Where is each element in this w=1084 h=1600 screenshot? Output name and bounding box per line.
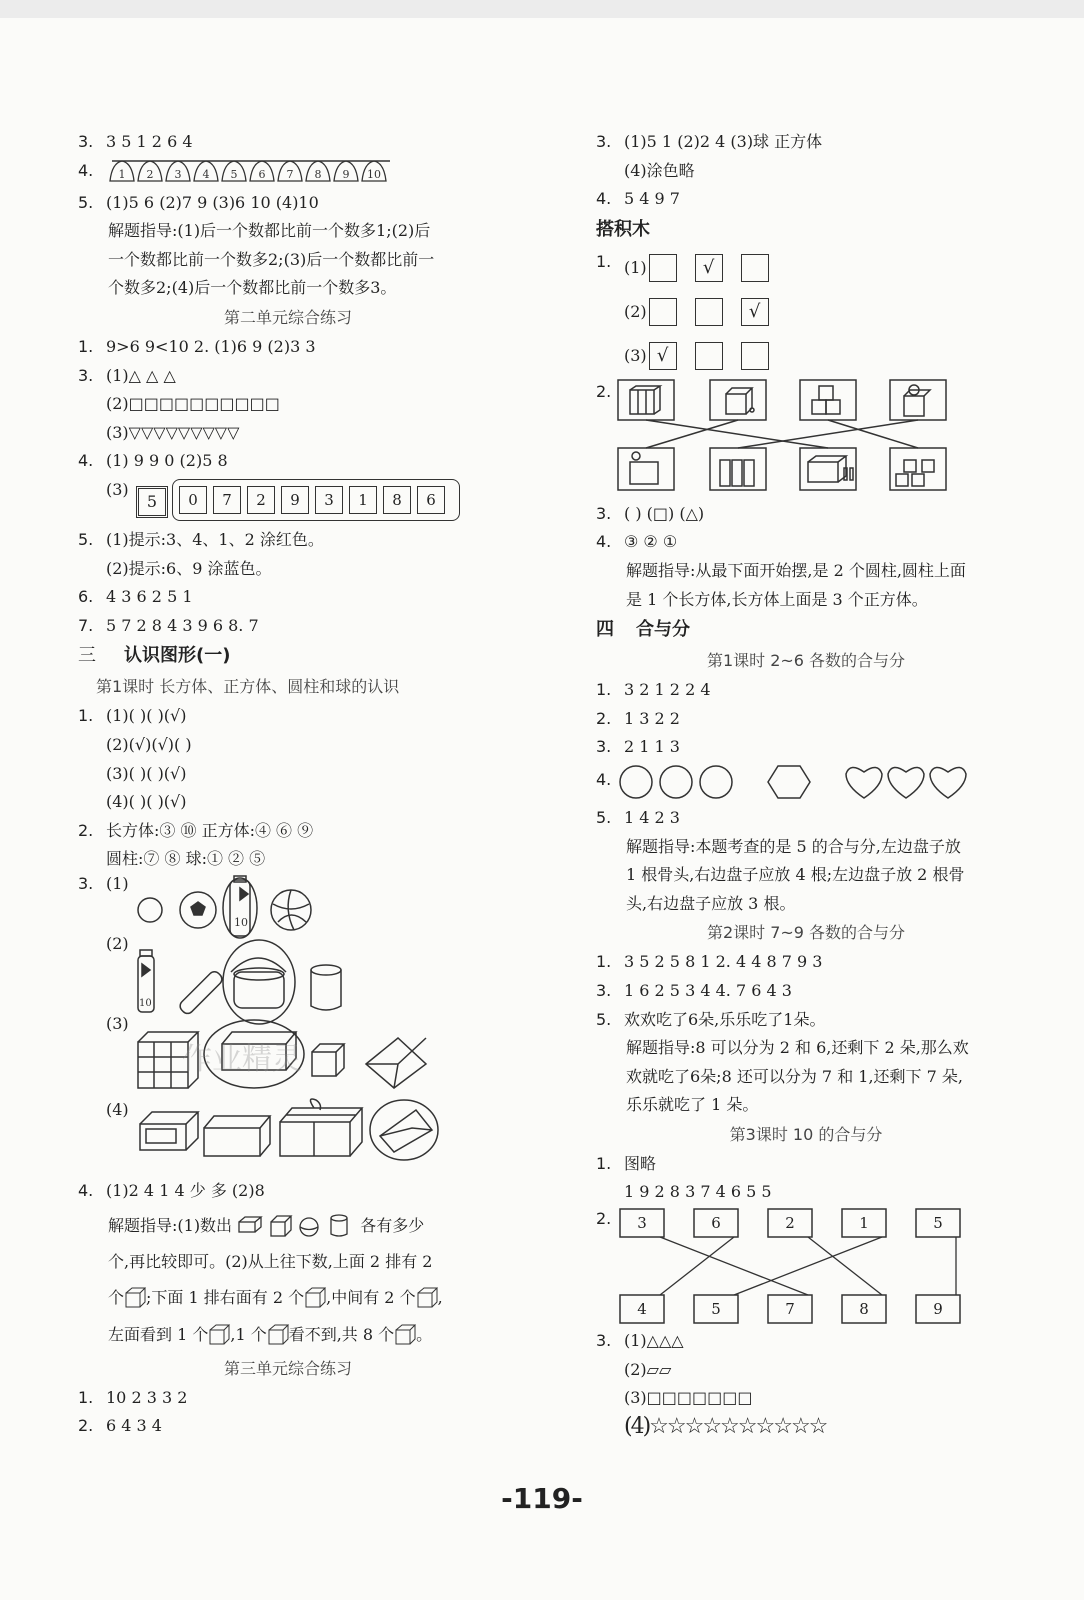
answer-line: 圆柱:⑦ ⑧ 球:① ② ⑤ <box>106 849 266 869</box>
number-box: 1 <box>349 486 377 514</box>
bell-number: 9 <box>342 167 350 181</box>
hint-line: 一个数都比前一个数多2;(3)后一个数都比前一 <box>108 249 435 269</box>
boxes-group <box>172 479 460 521</box>
number-match: 2. 3 6 2 1 5 4 5 7 8 9 <box>596 1207 1016 1327</box>
number-match-figure <box>618 1207 978 1325</box>
sub-label: (1) <box>106 873 129 893</box>
number-box: 0 <box>179 486 207 514</box>
number-label: 3 <box>637 1214 647 1233</box>
hint-line: 解题指导:从最下面开始摆,是 2 个圆柱,圆柱上面 <box>626 560 966 580</box>
answer-line: 3. 2 1 1 3 <box>596 737 680 757</box>
match-line <box>808 1237 882 1295</box>
svg-text:10: 10 <box>234 915 248 929</box>
answer-line: 4. ③ ② ① <box>596 532 678 552</box>
matching-blocks: 2. <box>596 378 1016 500</box>
hint-line: 解题指导:(1)数出 各有多少 <box>78 1208 498 1244</box>
cube-icon <box>124 1287 146 1309</box>
answer-line: 3. 1 6 2 5 3 4 4. 7 6 4 3 <box>596 980 792 1000</box>
answer-line: 5. 1 4 2 3 <box>596 807 680 827</box>
answer-line: 3. (1)△ △ △ <box>78 365 176 385</box>
sub-label: (1) <box>624 257 647 277</box>
shape-icons <box>237 1214 355 1238</box>
bell-number: 8 <box>314 167 322 181</box>
answer-line: 1. 9>6 9<10 2. (1)6 9 (2)3 3 <box>78 336 316 356</box>
answer-line: 3. (1)5 1 (2)2 4 (3)球 正方体 <box>596 132 823 151</box>
answer-line: 4. (1) 9 9 0 (2)5 8 <box>78 451 228 471</box>
answer-line: (4)☆☆☆☆☆☆☆☆☆☆ <box>624 1413 827 1439</box>
answer-line: 7. 5 7 2 8 4 3 9 6 8. 7 <box>78 615 259 635</box>
answer-line: 5. 欢欢吃了6朵,乐乐吃了1朵。 <box>596 1009 826 1029</box>
section-heading: 三 认识图形(一) <box>78 645 231 667</box>
unit3-title: 第三单元综合练习 <box>223 1358 352 1378</box>
number-label: 8 <box>859 1300 869 1319</box>
answer-line: 2. 长方体:③ ⑩ 正方体:④ ⑥ ⑨ <box>78 820 314 840</box>
number-label: 5 <box>711 1300 721 1319</box>
match-line <box>734 1237 882 1295</box>
answer-line: 1 9 2 8 3 7 4 6 5 5 <box>624 1182 772 1202</box>
left-column <box>78 128 498 1441</box>
number-label: 6 <box>711 1214 721 1233</box>
cube-icon <box>304 1287 326 1309</box>
hint-line: 解题指导:8 可以分为 2 和 6,还剩下 2 朵,那么欢 <box>626 1038 969 1058</box>
answer-line: (2)(√)(√)( ) <box>106 734 192 754</box>
answer-line: (4)( )( )(√) <box>106 792 187 812</box>
answer-line: (4)涂色略 <box>624 160 695 180</box>
unit2-title: 第二单元综合练习 <box>223 307 352 327</box>
right-column <box>596 128 1016 1441</box>
hint-line: 左面看到 1 个 ,1 个 看不到,共 8 个 。 <box>78 1316 498 1354</box>
shapes-row: 4. <box>596 762 1016 804</box>
lesson-title: 第2课时 7~9 各数的合与分 <box>706 923 906 943</box>
hint-line: 头,右边盘子应放 3 根。 <box>626 893 796 913</box>
sub-label: (2) <box>624 301 647 321</box>
cube-icon <box>394 1324 416 1346</box>
bell-number: 7 <box>286 167 294 181</box>
bells-figure <box>106 157 396 187</box>
answer-line: 5. (1)5 6 (2)7 9 (3)6 10 (4)10 <box>78 192 319 212</box>
bell-number: 5 <box>230 167 238 181</box>
lesson-title: 第1课时 长方体、正方体、圆柱和球的认识 <box>96 677 400 697</box>
answer-line: 1. 3 2 1 2 2 4 <box>596 680 711 700</box>
check-row <box>596 290 1016 334</box>
number-box: 8 <box>383 486 411 514</box>
first-box: 5 <box>136 486 168 518</box>
cube-icon <box>208 1324 230 1346</box>
check-box: √ <box>741 298 769 326</box>
answer-line: 1. 3 5 2 5 8 1 2. 4 4 8 7 9 3 <box>596 952 823 972</box>
number-label: 2 <box>785 1214 795 1233</box>
watermark: 作业精灵 <box>182 1041 302 1077</box>
number-box: 6 <box>417 486 445 514</box>
hint-line: 是 1 个长方体,长方体上面是 3 个正方体。 <box>626 589 928 609</box>
check-box <box>695 342 723 370</box>
shapes-figures: 3. (1) (2) (3) (4) 10 10 作业精灵 <box>78 874 498 1174</box>
hint-line: 个,再比较即可。(2)从上往下数,上面 2 排有 2 <box>108 1251 433 1271</box>
hint-line: 解题指导:本题考查的是 5 的合与分,左边盘子放 <box>626 836 961 856</box>
bell-number: 1 <box>118 167 126 181</box>
number-label: 1 <box>859 1214 869 1233</box>
answer-line: 1. (1)( )( )(√) <box>78 706 187 726</box>
svg-text:10: 10 <box>139 997 152 1009</box>
top-scan-strip <box>0 0 1084 18</box>
answer-line: 1. 10 2 3 3 2 <box>78 1387 188 1407</box>
answer-line: (3)▽▽▽▽▽▽▽▽▽ <box>106 422 240 442</box>
number-label: 7 <box>785 1300 795 1319</box>
sub-label: (3) <box>106 1013 129 1033</box>
check-box <box>649 298 677 326</box>
answer-line: 3. (1)△△△ <box>596 1331 684 1351</box>
check-box <box>741 342 769 370</box>
sub-label: (2) <box>106 933 129 953</box>
check-box-rows: 1. (1) √ (2) √ (3) √ <box>596 246 1016 378</box>
bell-number: 6 <box>258 167 266 181</box>
answer-line: 5. (1)提示:3、4、1、2 涂红色。 <box>78 529 324 549</box>
circle-hexagon-heart-figure <box>618 762 988 802</box>
answer-line: (2)▱▱ <box>624 1359 672 1379</box>
lesson-title: 第1课时 2~6 各数的合与分 <box>706 651 906 671</box>
number-box: 2 <box>247 486 275 514</box>
cube-icon <box>267 1324 289 1346</box>
number-boxes-row <box>78 476 498 526</box>
check-box <box>695 298 723 326</box>
hint-line: 个 ;下面 1 排右面有 2 个 ,中间有 2 个 , <box>78 1280 498 1316</box>
number-box: 3 <box>315 486 343 514</box>
number-box: 7 <box>213 486 241 514</box>
answer-line: 4. 5 4 9 7 <box>596 189 680 209</box>
solid-shapes-illustration <box>136 874 466 1174</box>
answer-line: 4. (1)2 4 1 4 少 多 (2)8 <box>78 1180 265 1200</box>
number-label: 9 <box>933 1300 943 1319</box>
cube-icon <box>416 1287 438 1309</box>
hint-line: 解题指导:(1)后一个数都比前一个数多1;(2)后 <box>108 221 431 241</box>
number-label: 4 <box>637 1300 647 1319</box>
answer-line: (3)□□□□□□□ <box>624 1388 753 1408</box>
sub-label: (3) <box>624 345 647 365</box>
answer-line: (2)提示:6、9 涂蓝色。 <box>106 558 272 578</box>
block-match-figure <box>616 378 956 498</box>
section-heading: 搭积木 <box>596 218 650 240</box>
match-line <box>660 1237 808 1295</box>
bell-number: 2 <box>146 167 154 181</box>
section-heading: 四 合与分 <box>596 619 690 641</box>
bells-line: 4. 1 2 3 4 5 6 7 8 9 10 <box>78 157 498 189</box>
check-box <box>741 254 769 282</box>
page-number: -119- <box>501 1482 583 1515</box>
answer-line: 2. 6 4 3 4 <box>78 1416 162 1436</box>
check-box <box>649 254 677 282</box>
hint-line: 欢就吃了6朵;8 还可以分为 7 和 1,还剩下 7 朵, <box>626 1066 963 1086</box>
bell-number: 10 <box>367 167 381 181</box>
number-box: 9 <box>281 486 309 514</box>
answer-line: 1. 图略 <box>596 1153 657 1173</box>
sub-label: (4) <box>106 1099 129 1119</box>
check-box: √ <box>695 254 723 282</box>
match-line <box>660 1237 734 1295</box>
check-row <box>596 246 1016 290</box>
answer-line: 3. ( ) (□) (△) <box>596 503 705 523</box>
lesson-title: 第3课时 10 的合与分 <box>729 1124 883 1144</box>
hint-line: 1 根骨头,右边盘子应放 4 根;左边盘子放 2 根骨 <box>626 865 965 885</box>
check-row <box>596 334 1016 378</box>
sub-label: (3) <box>106 479 129 499</box>
bell-number: 4 <box>202 167 210 181</box>
hint-line: 个数多2;(4)后一个数都比前一个数多3。 <box>108 278 397 298</box>
check-box: √ <box>649 342 677 370</box>
answer-line: 2. 1 3 2 2 <box>596 708 680 728</box>
bell-number: 3 <box>174 167 182 181</box>
answer-line: (2)□□□□□□□□□□ <box>106 394 280 414</box>
answer-line: (3)( )( )(√) <box>106 763 187 783</box>
answer-line: 3. 3 5 1 2 6 4 <box>78 132 193 151</box>
hint-line: 乐乐就吃了 1 朵。 <box>626 1095 759 1115</box>
answer-line: 6. 4 3 6 2 5 1 <box>78 587 193 607</box>
number-label: 5 <box>933 1214 943 1233</box>
